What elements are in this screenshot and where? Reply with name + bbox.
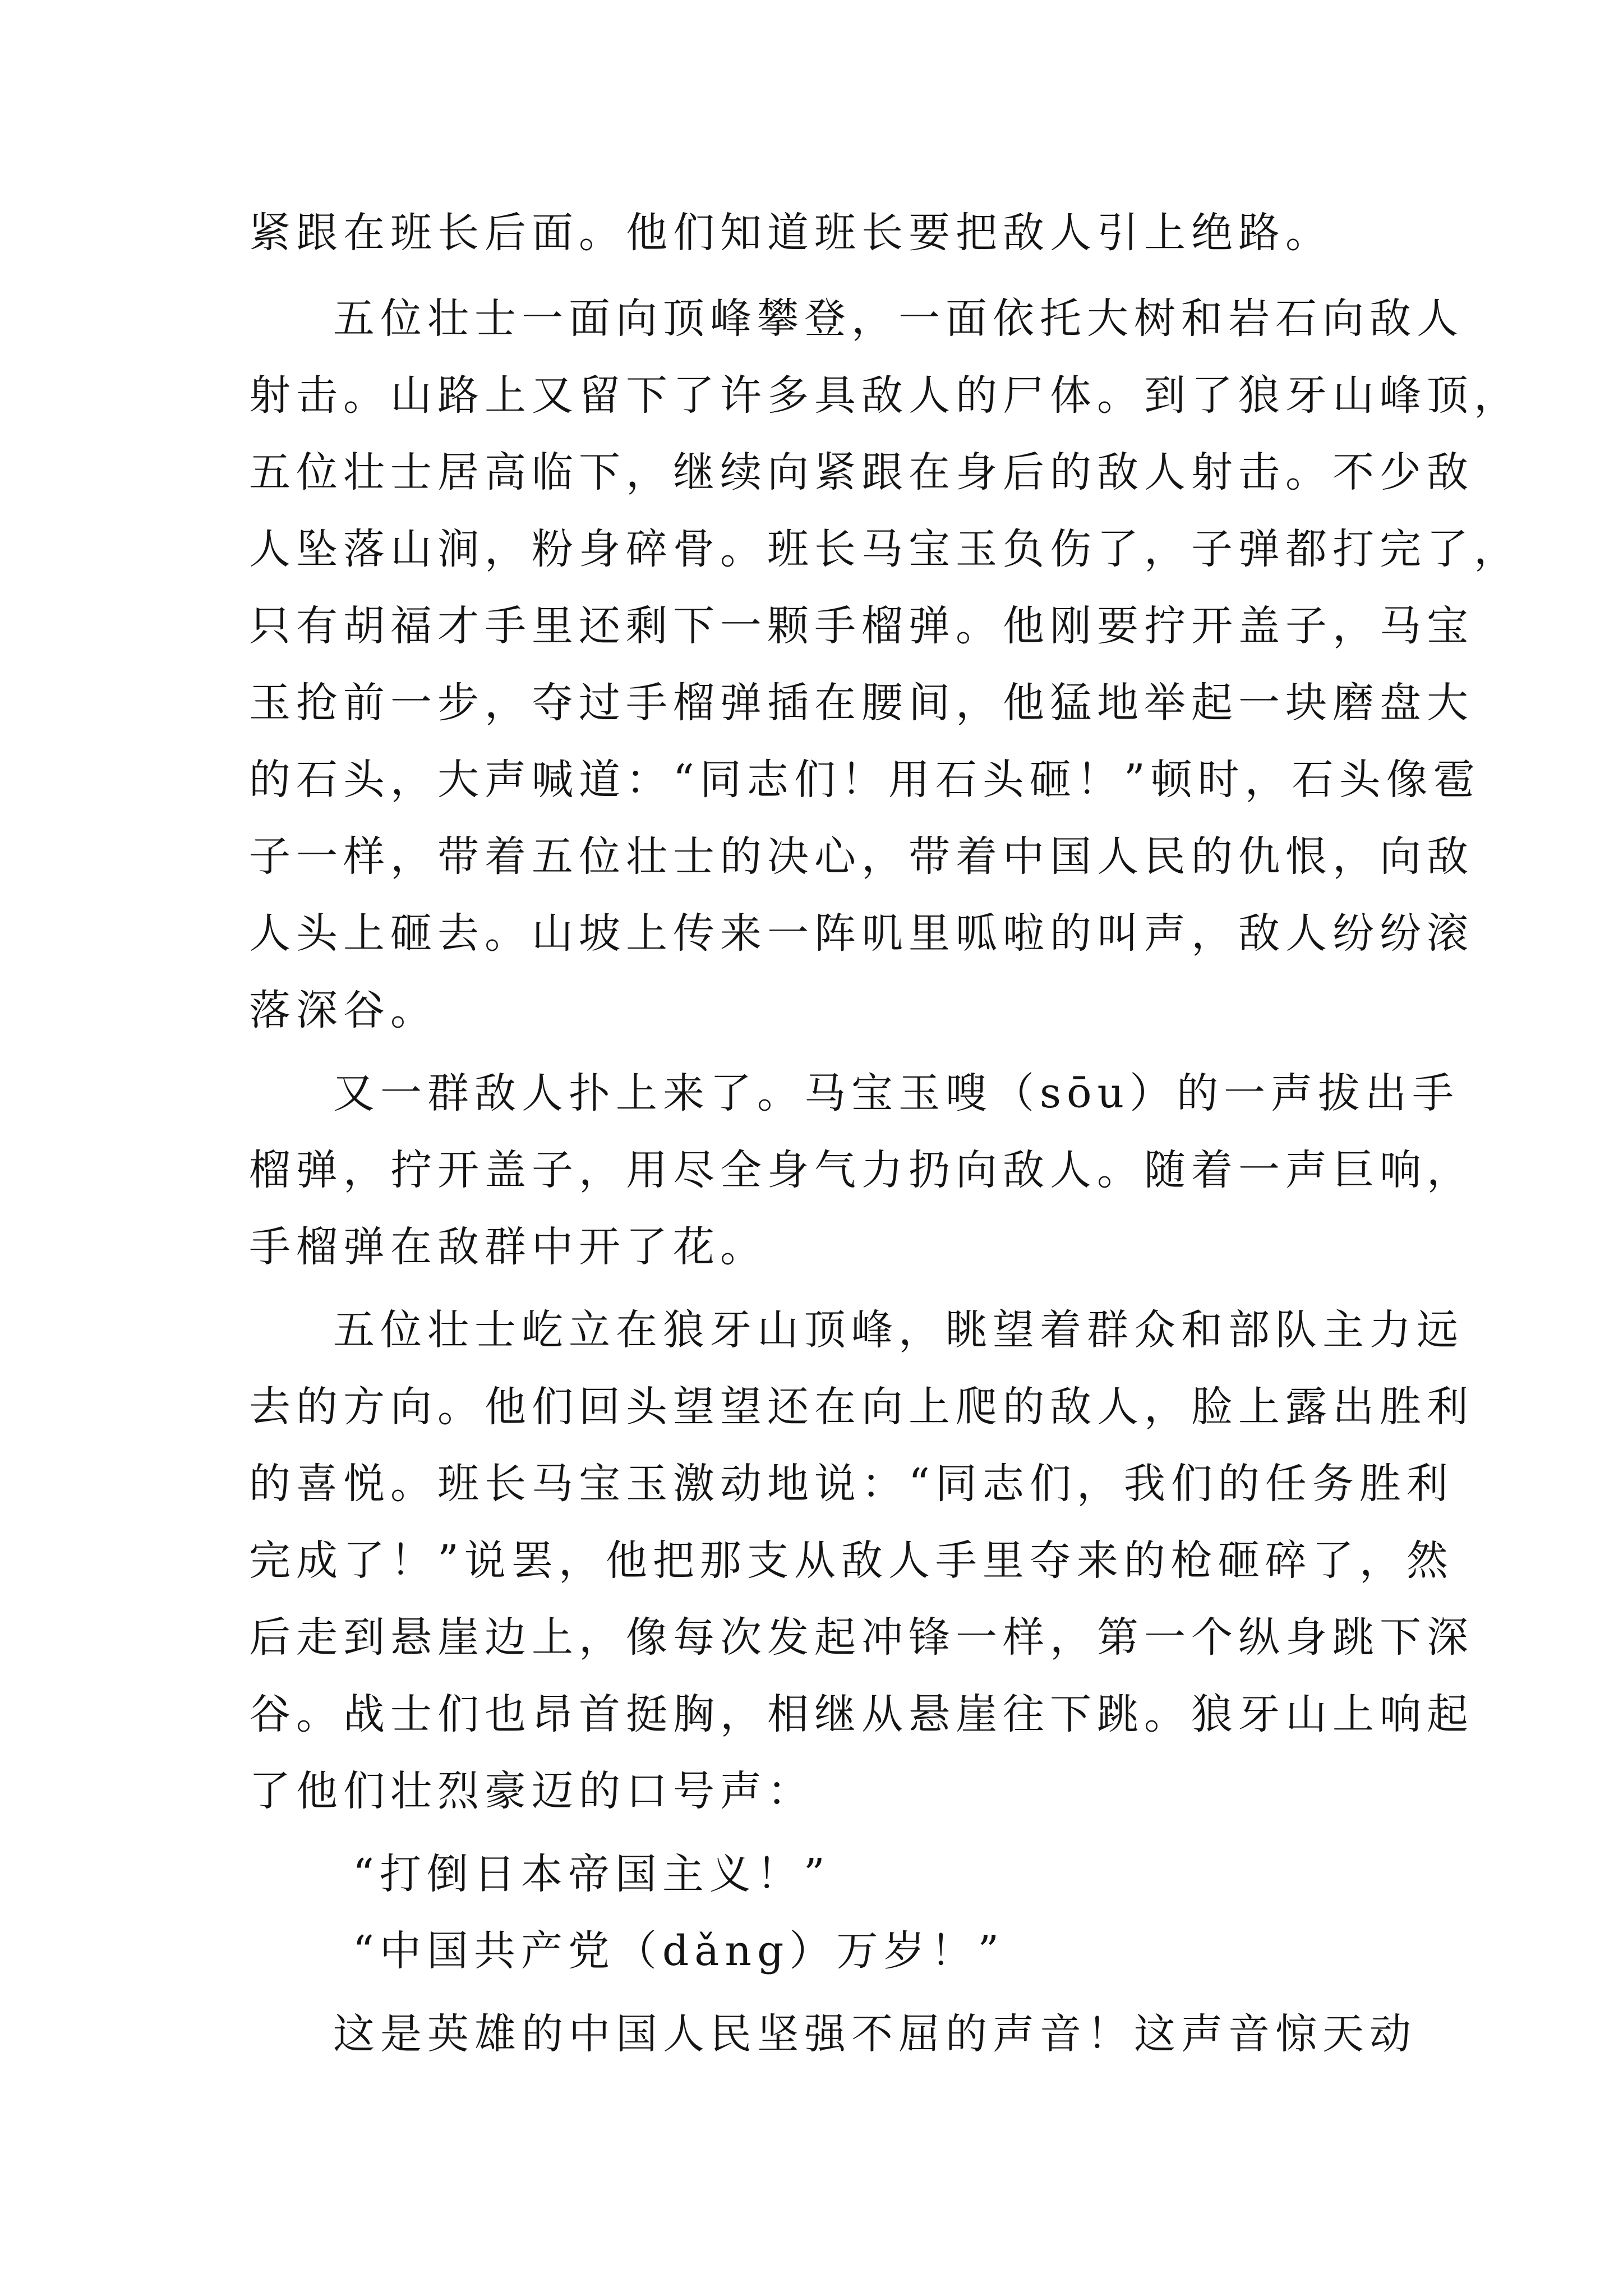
paragraph-start-line: 这是英雄的中国人民坚强不屈的声音！这声音惊天动: [333, 2010, 1417, 2058]
text-line: 后走到悬崖边上，像每次发起冲锋一样，第一个纵身跳下深: [249, 1613, 1474, 1662]
text-line: 紧跟在班长后面。他们知道班长要把敌人引上绝路。: [249, 209, 1332, 257]
text-line: 人坠落山涧，粉身碎骨。班长马宝玉负伤了，子弹都打完了，: [249, 525, 1521, 573]
text-line: 子一样，带着五位壮士的决心，带着中国人民的仇恨，向敌: [249, 832, 1474, 881]
text-line: 去的方向。他们回头望望还在向上爬的敌人，脸上露出胜利: [249, 1383, 1474, 1431]
text-line: 射击。山路上又留下了许多具敌人的尸体。到了狼牙山峰顶，: [249, 371, 1521, 420]
text-line: 五位壮士居高临下，继续向紧跟在身后的敌人射击。不少敌: [249, 448, 1474, 496]
text-line: 手榴弹在敌群中开了花。: [249, 1223, 767, 1271]
slogan-line: “打倒日本帝国主义！”: [353, 1850, 831, 1898]
text-line: 玉抢前一步，夺过手榴弹插在腰间，他猛地举起一块磨盘大: [249, 679, 1474, 727]
text-line: 落深谷。: [249, 986, 437, 1034]
text-line: 人头上砸去。山坡上传来一阵叽里呱啦的叫声，敌人纷纷滚: [249, 909, 1474, 958]
text-line: 谷。战士们也昂首挺胸，相继从悬崖往下跳。狼牙山上响起: [249, 1690, 1474, 1738]
text-line: 的石头，大声喊道：“同志们！用石头砸！”顿时，石头像雹: [249, 756, 1481, 804]
text-line: 的喜悦。班长马宝玉激动地说：“同志们，我们的任务胜利: [249, 1460, 1454, 1508]
paragraph-start-line: 又一群敌人扑上来了。马宝玉嗖（sōu）的一声拔出手: [333, 1069, 1460, 1117]
paragraph-start-line: 五位壮士一面向顶峰攀登，一面依托大树和岩石向敌人: [333, 295, 1464, 343]
paragraph-start-line: 五位壮士屹立在狼牙山顶峰，眺望着群众和部队主力远: [333, 1306, 1464, 1354]
text-line: 完成了！”说罢，他把那支从敌人手里夺来的枪砸碎了，然: [249, 1536, 1454, 1585]
text-line: 只有胡福才手里还剩下一颗手榴弹。他刚要拧开盖子，马宝: [249, 602, 1474, 650]
slogan-line: “中国共产党（dǎng）万岁！”: [353, 1927, 1005, 1975]
text-line: 榴弹，拧开盖子，用尽全身气力扔向敌人。随着一声巨响，: [249, 1146, 1474, 1194]
text-line: 了他们壮烈豪迈的口号声：: [249, 1767, 814, 1815]
